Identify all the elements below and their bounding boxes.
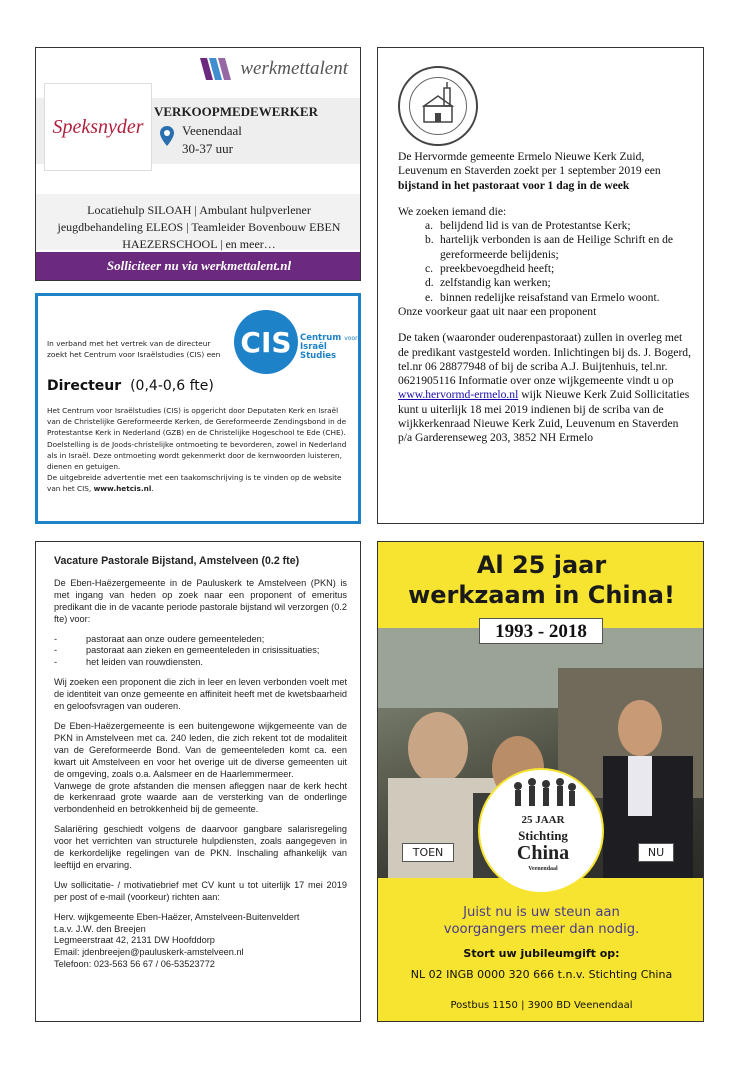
apply-link[interactable]: Solliciteer nu via werkmettalent.nl xyxy=(36,252,361,280)
cis-body-2-prefix: De uitgebreide advertentie met een taakomschrijving is te vinden op de website van het CIS, xyxy=(47,473,342,494)
badge-china: China xyxy=(516,842,570,864)
amstelveen-ad xyxy=(35,541,361,1022)
job-hours: 30-37 uur xyxy=(182,141,233,156)
ermelo-requirements xyxy=(398,219,693,305)
cis-role xyxy=(47,378,214,394)
more-vacancies: Locatiehulp SILOAH | Ambulant hulpverlener jeugdbehandeling ELEOS | Teamleider Bovenbouw EBEN HAEZERSCHOOL | en meer… xyxy=(36,194,361,250)
amstelveen-title: Vacature Pastorale Bijstand, Amstelveen (0.2 fte) xyxy=(54,555,300,567)
support-line-1: Juist nu is uw steun aan xyxy=(463,905,620,920)
amstelveen-text xyxy=(54,556,347,971)
cis-intro: In verband met het vertrek van de directeur zoekt het Centrum voor Israëlstudies (CIS) een xyxy=(47,339,221,359)
cis-ad xyxy=(35,293,361,524)
list-item: - het leiden van rouwdiensten. xyxy=(54,657,203,668)
cis-role-title: Directeur xyxy=(47,378,122,394)
postal-address: Postbus 1150 | 3900 BD Veenendaal xyxy=(450,1000,633,1011)
amstelveen-p1: De Eben-Haëzergemeente in de Pauluskerk te Amstelveen (PKN) is met ingang van heden op zoek naar een proponent of emeritus predikant die in de vacante periode pastorale bijstand wil verzorgen (0.2 fte) voor: xyxy=(54,577,347,624)
years-label: 1993 - 2018 xyxy=(479,618,603,644)
cis-logo-text: CIS xyxy=(240,325,292,359)
cis-logo-name xyxy=(300,334,358,361)
iban: NL 02 INGB 0000 320 666 t.n.v. Stichting China xyxy=(410,968,673,981)
support-line-2: voorgangers meer dan nodig. xyxy=(443,922,640,937)
ermelo-ad xyxy=(377,47,704,524)
cis-logo-word-voor: voor xyxy=(344,335,358,342)
job-city: Veenendaal xyxy=(182,123,242,138)
church-icon xyxy=(414,82,462,130)
stichting-china-logo xyxy=(478,768,604,894)
speksnyder-logo xyxy=(44,83,152,171)
werkmettalent-logo-icon xyxy=(200,58,234,80)
contact-line: Legmeerstraat 42, 2131 DW Hoofddorp xyxy=(54,935,215,946)
cis-role-fte: (0,4-0,6 fte) xyxy=(130,378,214,394)
cis-logo-word-1: Centrum xyxy=(300,333,342,343)
cis-body xyxy=(47,405,352,495)
location-pin-icon xyxy=(160,126,174,146)
ermelo-text xyxy=(398,150,693,446)
contact-line: t.a.v. J.W. den Breejen xyxy=(54,923,146,934)
speksnyder-logo-text: Speksnyder xyxy=(52,115,144,138)
church-seal xyxy=(398,66,478,146)
job-title: VERKOOPMEDEWERKER xyxy=(154,104,318,119)
cis-body-2-suffix: . xyxy=(151,484,154,494)
support-text xyxy=(378,904,704,938)
list-item: - pastoraat aan zieken en gemeenteleden in crisissituaties; xyxy=(54,645,320,656)
china-headline-1: Al 25 jaar xyxy=(476,551,607,579)
amstelveen-p2: Wij zoeken een proponent die zich in leer en leven verbonden voelt met de identiteit van onze gemeente en affiniteit heeft met de kwetsbaarheid en geloofsvragen van ouderen. xyxy=(54,677,347,712)
cis-logo-word-2: Israël xyxy=(300,342,327,352)
list-item: - pastoraat aan onze oudere gemeenteleden; xyxy=(54,633,265,644)
badge-25-jaar: 25 JAAR xyxy=(521,814,565,826)
werkmettalent-logo-text: werkmettalent xyxy=(240,58,348,79)
ermelo-details: De taken (waaronder ouderenpastoraat) zullen in overleg met de predikant vastgesteld worden. Inlichtingen bij ds. J. Bogerd, tel.nr 06 28877948 of bij de scriba A.J. Buijtenhuis, tel.nr. 0621905116 Informatie over onze wijkgemeente vindt u op www.hervormd-ermelo.nl wijk Nieuwe Kerk Zuid Sollicitaties kunt u uiterlijk 18 mei 2019 indienen bij de scriba van de wijkkerkenraad Nieuwe Kerk Zuid, Leuvenum en Staverden p/a Garderenseweg 203, 3852 NH Ermelo xyxy=(398,331,692,445)
werkmettalent-logo xyxy=(200,58,348,80)
job-location xyxy=(182,122,242,158)
list-item: e. binnen redelijke reisafstand van Ermelo woont. xyxy=(425,290,660,304)
ermelo-website-link[interactable]: www.hervormd-ermelo.nl xyxy=(398,388,519,402)
ermelo-intro-bold: bijstand in het pastoraat voor 1 dag in de week xyxy=(398,178,630,192)
cis-logo xyxy=(234,310,298,374)
list-item: d. zelfstandig kan werken; xyxy=(425,276,551,290)
ermelo-intro: De Hervormde gemeente Ermelo Nieuwe Kerk Zuid, Leuvenum en Staverden zoekt per 1 september 2019 een xyxy=(398,150,661,178)
badge-stichting: Stichting xyxy=(518,828,568,843)
china-ad xyxy=(377,541,704,1022)
werkmettalent-ad xyxy=(35,47,361,281)
ermelo-lead: We zoeken iemand die: xyxy=(398,204,507,218)
amstelveen-contact xyxy=(54,912,347,972)
amstelveen-tasks xyxy=(54,634,347,670)
cis-website-link[interactable]: www.hetcis.nl xyxy=(93,484,152,494)
china-headline xyxy=(378,550,704,610)
contact-phone: Telefoon: 023-563 56 67 / 06-53523772 xyxy=(54,959,215,970)
list-item: a. belijdend lid is van de Protestantse Kerk; xyxy=(425,219,631,233)
cis-body-text: Het Centrum voor Israëlstudies (CIS) is opgericht door Deputaten Kerk en Israël van de Christelijke Gereformeerde Kerken, de Gereformeerde Zendingsbond in de Protestantse Kerk in Nederland (GZB) en de Christelijke Hogeschool te Ede (CHE). Doelstelling is de Joods-christelijke ontmoeting te bevorderen, zowel in Nederland als in Israël. Deze ontmoeting wordt gekenmerkt door de kernwoorden luisteren, dienen en getuigen. xyxy=(47,406,347,472)
amstelveen-p4: Salariëring geschiedt volgens de daarvoor gangbare salarisregeling voor het verrichten van structurele hulpdiensten, zoals aangegeven in de kerkordelijke regelingen van de PKN. Inschaling afhankelijk van leeftijd en ervaring. xyxy=(54,824,347,870)
donation-heading: Stort uw jubileumgift op: xyxy=(463,947,620,960)
amstelveen-p3: De Eben-Haëzergemeente is een buitengewone wijkgemeente van de PKN in Amstelveen met ca. 240 leden, die zich rekent tot de modaliteit van de Gereformeerde Bond. Van de gemeenteleden komt ca. een kwart uit Amstelveen en voor het overige uit de diverse gemeenten uit de omgeving, zoals o.a. Aalsmeer en de Haarlemmermeer. xyxy=(54,720,347,779)
list-item: b. hartelijk verbonden is aan de Heilige Schrift en de gereformeerde belijdenis; xyxy=(425,233,674,261)
contact-email[interactable]: Email: jdenbreejen@pauluskerk-amstelveen.nl xyxy=(54,947,244,958)
amstelveen-p5: Uw sollicitatie- / motivatiebrief met CV kunt u tot uiterlijk 17 mei 2019 per post of e-mail (voorkeur) richten aan: xyxy=(54,879,347,902)
contact-line: Herv. wijkgemeente Eben-Haëzer, Amstelveen-Buitenveldert xyxy=(54,911,300,922)
cis-body-2 xyxy=(47,472,352,494)
toen-label: TOEN xyxy=(402,843,454,862)
list-item: c. preekbevoegdheid heeft; xyxy=(425,262,555,276)
cis-logo-word-3: Studies xyxy=(300,351,337,361)
china-headline-2: werkzaam in China! xyxy=(408,581,675,609)
amstelveen-p3b: Vanwege de grote afstanden die mensen afleggen naar de kerk hecht de kerkenraad grote waarde aan de versterking van de onderlinge verbondenheid en betrokkenheid bij de gemeente. xyxy=(54,780,347,815)
badge-place: Veenendaal xyxy=(528,866,558,872)
nu-label: NU xyxy=(638,843,674,862)
ermelo-preference: Onze voorkeur gaat uit naar een proponent xyxy=(398,304,597,318)
